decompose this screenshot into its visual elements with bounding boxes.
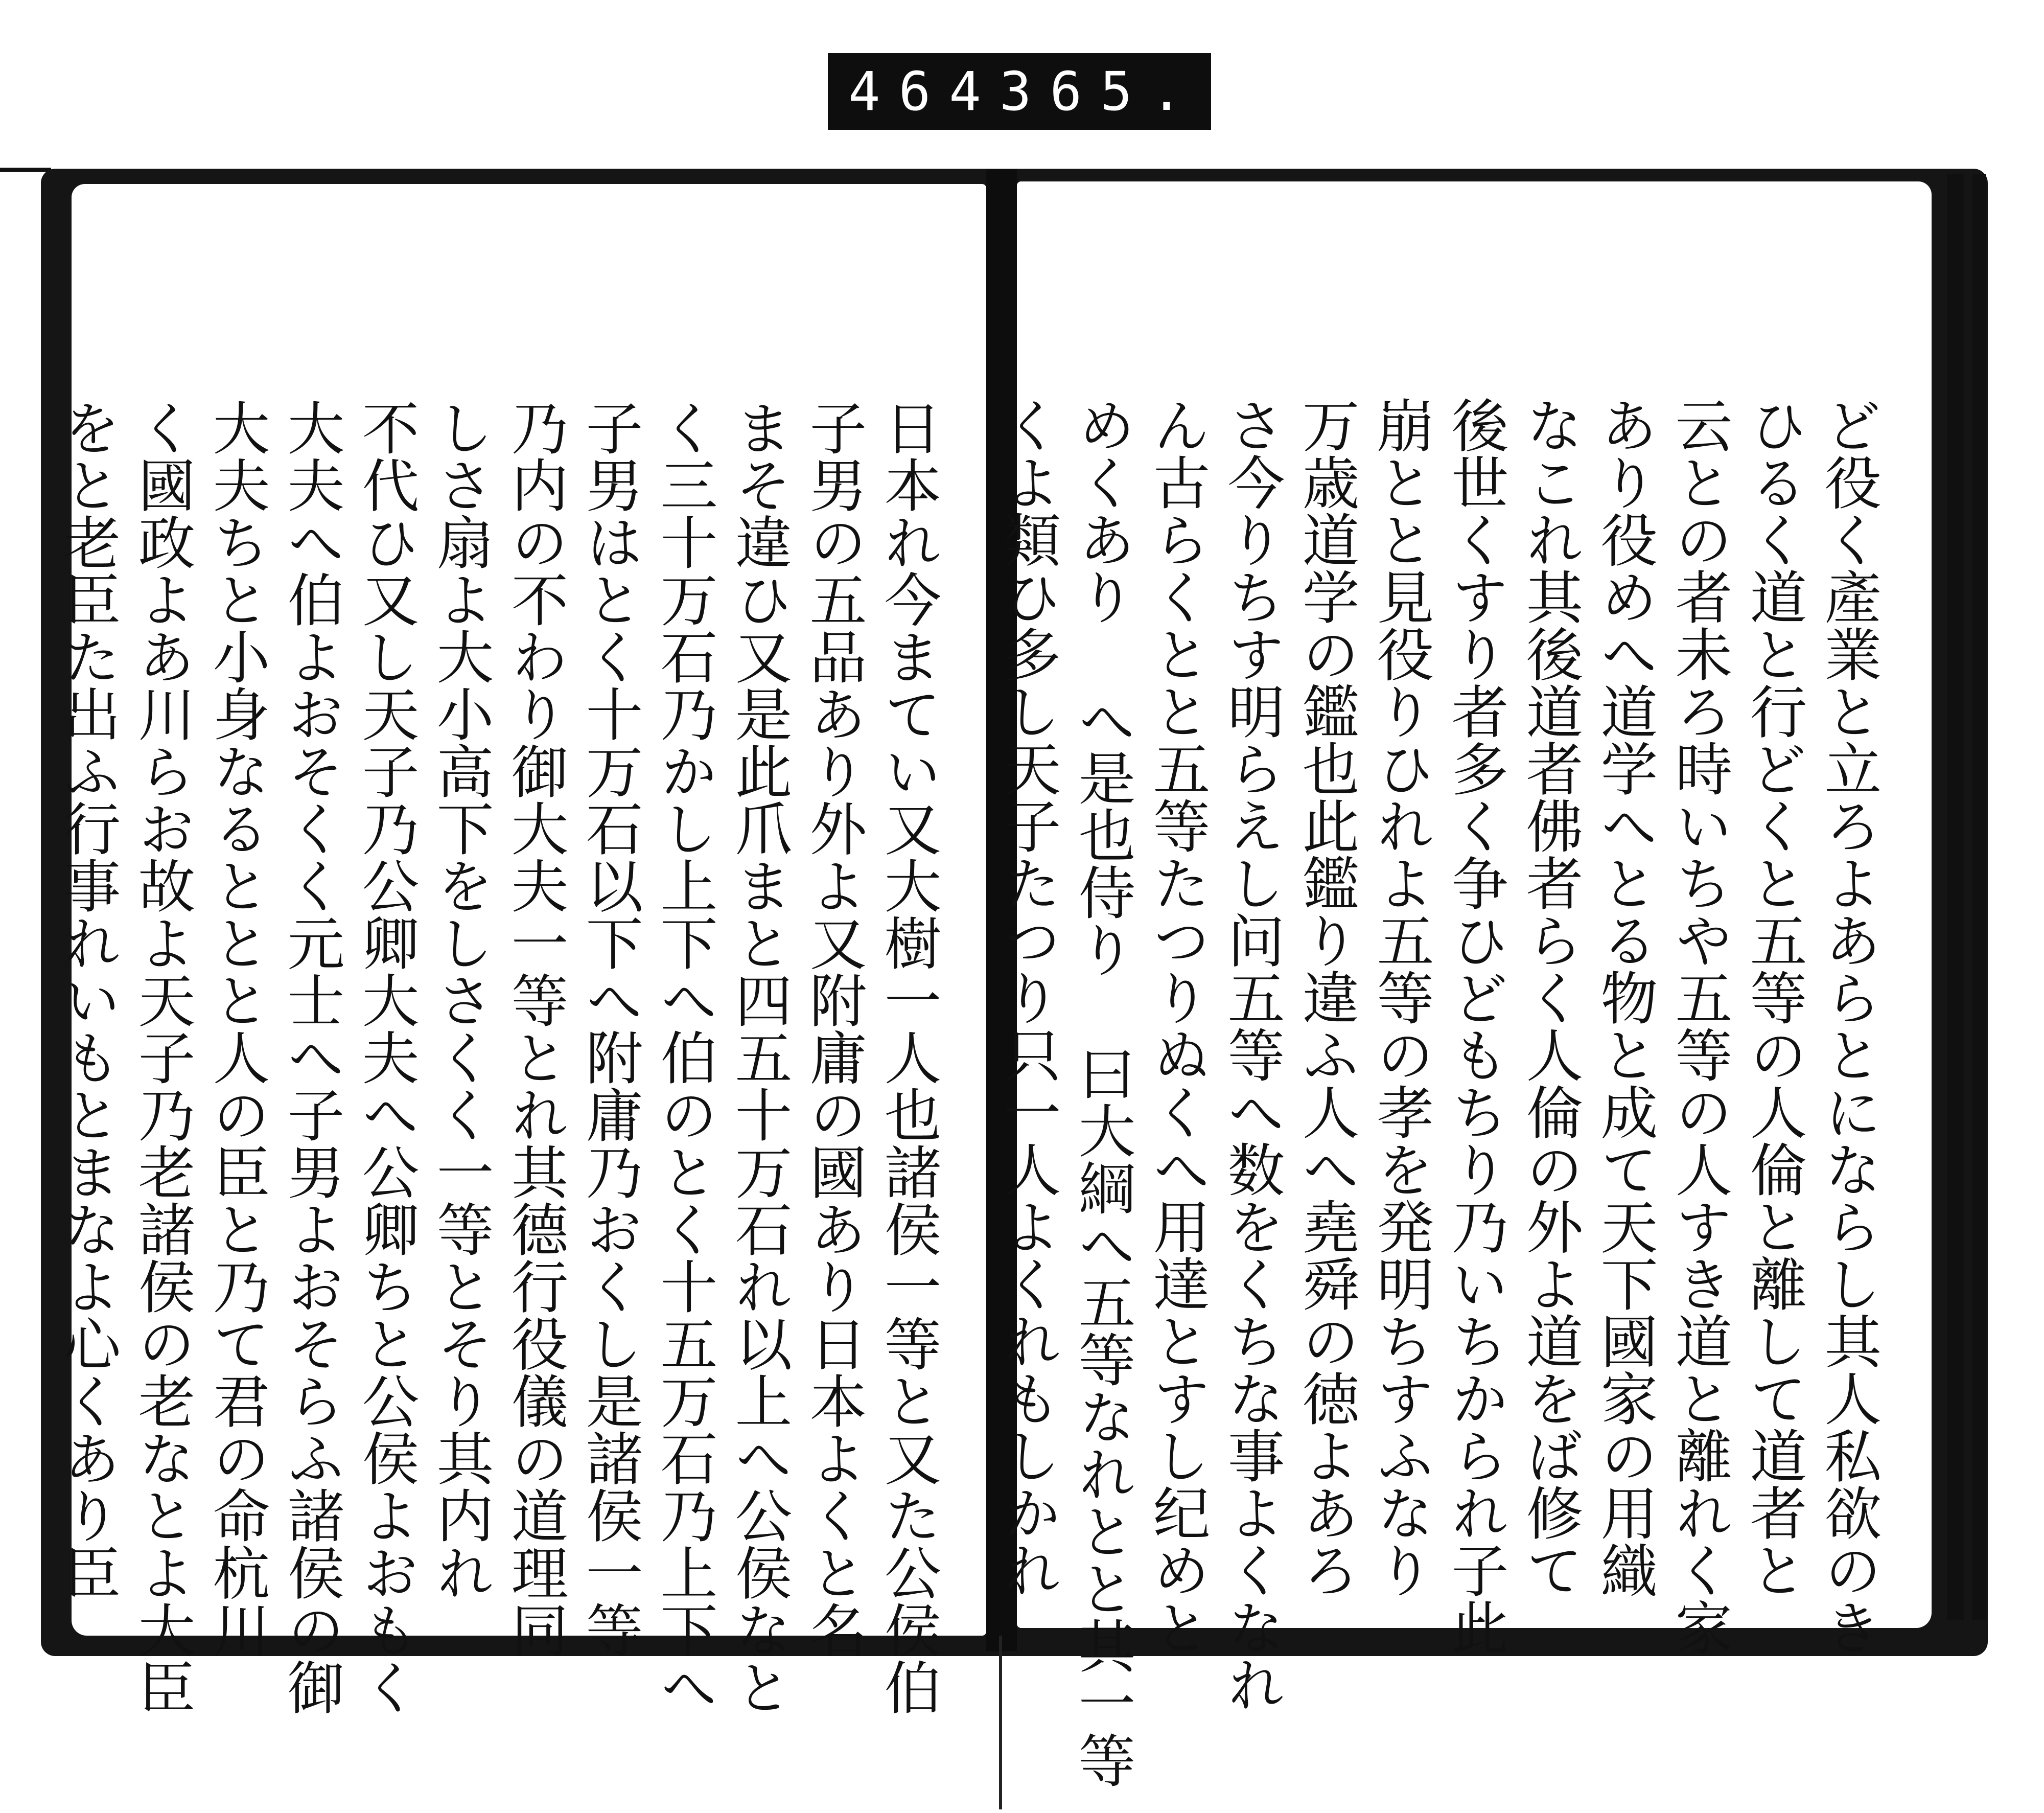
text-column: 日本れ今まてい又大樹一人也諸侯一等と又た公侯伯 (875, 399, 941, 1715)
text-column: 万歳道学の鑑也此鑑り違ふ人へ堯舜の徳よあろ (1293, 396, 1359, 1598)
text-column: ひるく道と行どくと五等の人倫と離して道者と (1740, 396, 1807, 1598)
text-column: 云との者未ろ時いちや五等の人すき道と離れく家 (1666, 396, 1732, 1656)
text-column: 子男の五品あり外よ又附庸の國あり日本よくと名 (800, 399, 867, 1658)
top-rule (0, 168, 51, 172)
text-column: 子男はとく十万石以下へ附庸乃おくし是諸侯一等 (576, 399, 643, 1658)
text-column: まそ違ひ又是此爪まと四五十万石れ以上へ公侯なと (726, 399, 792, 1715)
text-column: 崩とと見役りひれよ五等の孝を発明ちすふなり (1367, 396, 1434, 1598)
right-page-text (990, 396, 1886, 1788)
catalog-number-left: 464 (848, 60, 1000, 123)
text-column: めくあり へ是也侍り 曰大綱へ五等なれとと其一等 (1069, 396, 1135, 1788)
page-edge-strip-1 (1947, 174, 1964, 1620)
text-column: さ今りちす明らえし问五等へ数をくちな事よくなれ (1218, 396, 1285, 1713)
text-column: あり役めへ道学へとる物と成て天下國家の用織 (1591, 396, 1658, 1598)
text-column: 大夫へ伯よおそくく元士へ子男よおそらふ諸侯の御 (278, 399, 344, 1715)
text-column: くよ類ひ多し天子たつり只一人よくれもしかれ (994, 396, 1061, 1598)
text-column: 後世くすり者多く争ひどもちり乃いちかられ子此 (1442, 396, 1508, 1656)
text-column: 大夫ちと小身なるととと人の臣と乃て君の命杭川 (203, 399, 270, 1658)
text-column: をと老臣た出ふ行事れいもとまなよ心くあり臣 (54, 399, 121, 1601)
catalog-tag (828, 53, 1211, 130)
catalog-number-right: 365. (999, 60, 1201, 123)
text-column: く國政よあ川らお故よ天子乃老諸侯の老なとよ大臣 (129, 399, 195, 1715)
left-page (54, 184, 986, 1715)
text-column: なこれ其後道者佛者らく人倫の外よ道をば修て (1517, 396, 1583, 1598)
page-edge-strip-2 (1972, 174, 1986, 1620)
text-column: しさ扇よ大小高下をしさくく一等とそり其内れ (427, 399, 494, 1601)
text-column: ど役く產業と立ろよあらとにならし其人私欲のき (1815, 396, 1882, 1656)
text-column: ん古らくとと五等たつりぬくへ用達とすし纪めと (1144, 396, 1210, 1656)
text-column: く三十万石乃かし上下へ伯のとく十五万石乃上下へ (651, 399, 717, 1715)
gutter-crease (999, 1636, 1002, 1809)
left-page-text (50, 399, 945, 1715)
text-column: 乃内の不わり御大夫一等とれ其德行役儀の道理同 (502, 399, 568, 1658)
text-column: 不代ひ又し天子乃公卿大夫へ公卿ちと公侯よおもく (353, 399, 419, 1715)
right-page (994, 181, 1932, 1788)
